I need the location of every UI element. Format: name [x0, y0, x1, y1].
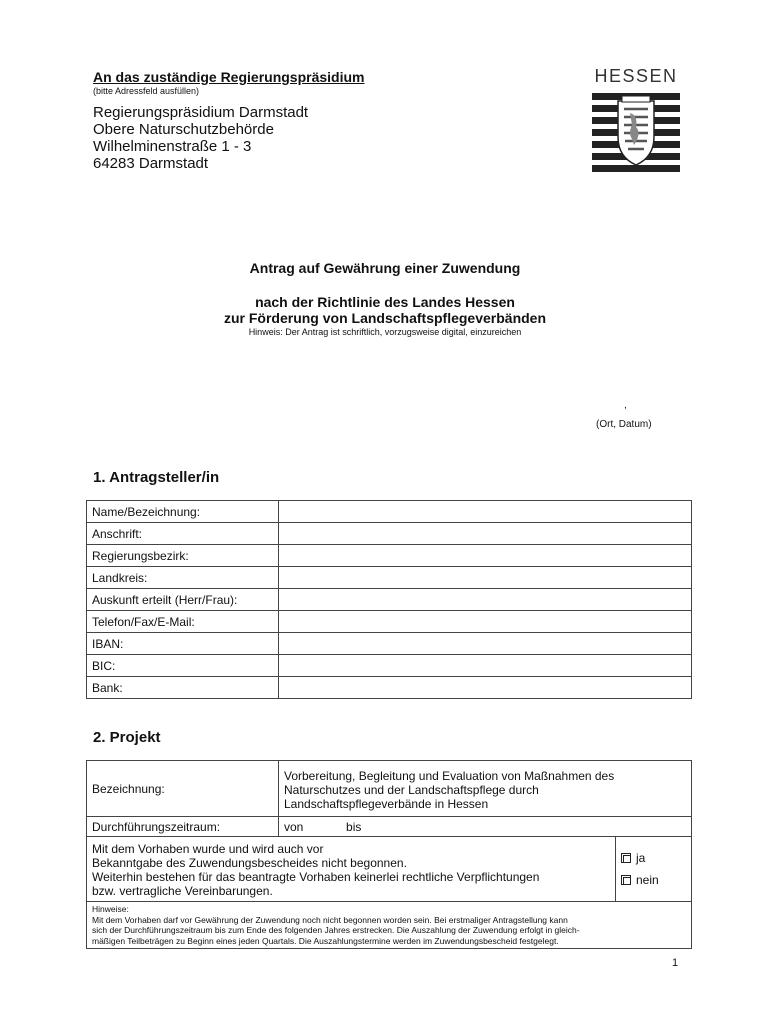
- project-table: [86, 760, 692, 949]
- confirmation-options: [616, 837, 692, 902]
- bank-input[interactable]: [279, 677, 692, 699]
- hessen-logo: [590, 66, 682, 176]
- form-title: Antrag auf Gewährung einer Zuwendung: [249, 260, 521, 276]
- note-line: mäßigen Teilbeträgen zu Beginn eines jeden Quartals. Die Auszahlungstermine werden im Zuwendungsbescheid festgelegt.: [92, 935, 559, 946]
- address-line: Wilhelminenstraße 1 - 3: [93, 138, 252, 155]
- statement-line: Weiterhin bestehen für das beantragte Vorhaben keinerlei rechtliche Verpflichtungen: [92, 870, 540, 884]
- statement-line: bzw. vertragliche Vereinbarungen.: [92, 884, 273, 898]
- field-label: Name/Bezeichnung:: [87, 501, 279, 523]
- table-row: [87, 501, 692, 523]
- project-name-line: Landschaftspflegeverbände in Hessen: [284, 796, 489, 811]
- field-label: Landkreis:: [87, 567, 279, 589]
- contact-person-input[interactable]: [279, 589, 692, 611]
- logo-text: HESSEN: [594, 66, 678, 86]
- form-subtitle-line1: nach der Richtlinie des Landes Hessen: [255, 294, 515, 310]
- checkbox-icon[interactable]: [621, 875, 631, 885]
- applicant-table: [86, 500, 692, 699]
- submission-hint: Hinweis: Der Antrag ist schriftlich, vorzugsweise digital, einzureichen: [248, 327, 522, 337]
- bic-input[interactable]: [279, 655, 692, 677]
- table-row: [87, 655, 692, 677]
- project-name-line: Naturschutzes und der Landschaftspflege durch: [284, 782, 539, 797]
- address-input[interactable]: [279, 523, 692, 545]
- table-row: [87, 817, 692, 837]
- project-name-label: Bezeichnung:: [87, 761, 279, 817]
- recipient-heading: An das zuständige Regierungspräsidium: [93, 69, 365, 85]
- option-no[interactable]: [621, 869, 686, 891]
- recipient-hint: (bitte Adressfeld ausfüllen): [93, 86, 200, 96]
- note-line: Mit dem Vorhaben darf vor Gewährung der Zuwendung noch nicht begonnen worden sein. Bei erstmaliger Antragstellung kann: [92, 914, 568, 925]
- table-row: [87, 567, 692, 589]
- note-line: sich der Durchführungszeitraum bis zum Ende des folgenden Jahres erstrecken. Die Auszahlung der Zuwendung erfolgt in gleich-: [92, 925, 580, 935]
- project-name-value[interactable]: [279, 761, 692, 817]
- checkbox-icon[interactable]: [621, 853, 631, 863]
- statement-line: Mit dem Vorhaben wurde und wird auch vor: [92, 842, 324, 856]
- table-row: [87, 761, 692, 817]
- table-row: [87, 523, 692, 545]
- section-project-heading: 2. Projekt: [93, 729, 161, 746]
- project-start-statement: [87, 837, 616, 902]
- field-label: Auskunft erteilt (Herr/Frau):: [87, 589, 279, 611]
- period-value[interactable]: [279, 817, 692, 837]
- table-row: [87, 611, 692, 633]
- address-line: 64283 Darmstadt: [93, 155, 209, 172]
- option-yes-label: ja: [636, 851, 646, 865]
- district-input[interactable]: [279, 545, 692, 567]
- period-to-label: bis: [346, 819, 362, 834]
- name-input[interactable]: [279, 501, 692, 523]
- statement-line: Bekanntgabe des Zuwendungsbescheides nicht begonnen.: [92, 856, 407, 870]
- place-date-label: (Ort, Datum): [596, 419, 652, 430]
- table-row: [87, 589, 692, 611]
- note-line: Hinweise:: [92, 904, 129, 914]
- section-applicant-heading: 1. Antragsteller/in: [93, 469, 220, 486]
- place-date-field[interactable]: ,: [624, 400, 627, 411]
- field-label: Bank:: [87, 677, 279, 699]
- coat-of-arms-icon: [592, 93, 680, 175]
- field-label: Regierungsbezirk:: [87, 545, 279, 567]
- notes-cell: [87, 902, 692, 949]
- iban-input[interactable]: [279, 633, 692, 655]
- table-row: [87, 902, 692, 949]
- field-label: IBAN:: [87, 633, 279, 655]
- phone-fax-email-input[interactable]: [279, 611, 692, 633]
- table-row: [87, 677, 692, 699]
- field-label: BIC:: [87, 655, 279, 677]
- period-from-label: von: [284, 819, 304, 834]
- option-yes[interactable]: [621, 847, 686, 869]
- project-name-line: Vorbereitung, Begleitung und Evaluation von Maßnahmen des: [284, 768, 615, 783]
- option-no-label: nein: [636, 873, 659, 887]
- field-label: Telefon/Fax/E-Mail:: [87, 611, 279, 633]
- address-line: Obere Naturschutzbehörde: [93, 121, 274, 138]
- address-line: Regierungspräsidium Darmstadt: [93, 104, 309, 121]
- table-row: [87, 545, 692, 567]
- table-row: [87, 837, 692, 902]
- field-label: Anschrift:: [87, 523, 279, 545]
- recipient-address[interactable]: [93, 104, 308, 172]
- form-subtitle-line2: zur Förderung von Landschaftspflegeverbänden: [223, 310, 547, 326]
- period-label: Durchführungszeitraum:: [87, 817, 279, 837]
- table-row: [87, 633, 692, 655]
- county-input[interactable]: [279, 567, 692, 589]
- page-number: 1: [672, 957, 679, 969]
